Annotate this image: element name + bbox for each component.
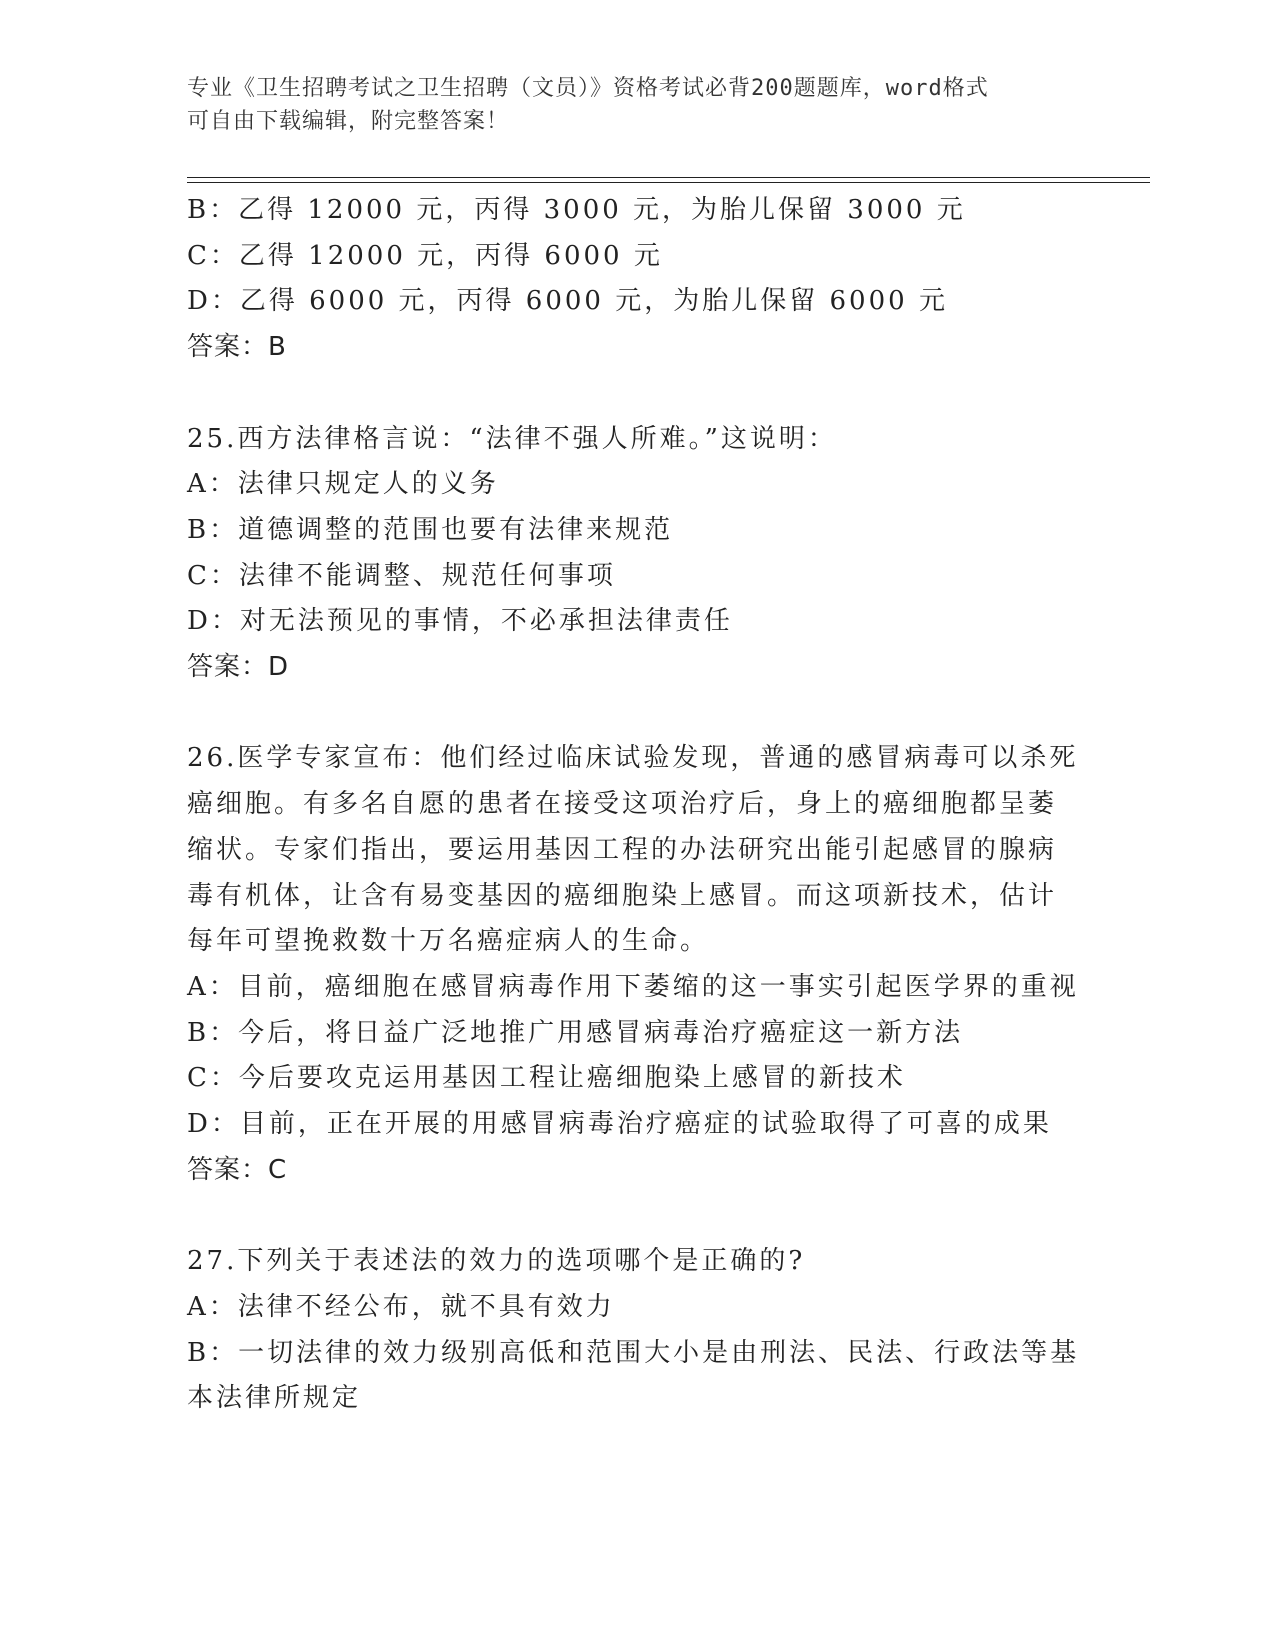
q24-option-c: C：乙得 12000 元，丙得 6000 元 <box>187 240 663 271</box>
q26-option-a: A：目前，癌细胞在感冒病毒作用下萎缩的这一事实引起医学界的重视 <box>187 971 1079 1002</box>
spacer <box>187 1193 1087 1239</box>
q26-option-b: B：今后，将日益广泛地推广用感冒病毒治疗癌症这一新方法 <box>187 1017 964 1048</box>
header-rule-bottom <box>187 182 1150 183</box>
q27-stem: 27.下列关于表述法的效力的选项哪个是正确的? <box>187 1246 806 1277</box>
q26-answer: 答案：C <box>187 1154 288 1185</box>
q26-stem-line: 缩状。专家们指出，要运用基因工程的办法研究出能引起感冒的腺病 <box>187 834 1058 865</box>
q24-answer: 答案：B <box>187 332 287 363</box>
q26-stem-line: 毒有机体，让含有易变基因的癌细胞染上感冒。而这项新技术，估计 <box>187 880 1058 911</box>
q27-option-b-line: 本法律所规定 <box>187 1383 362 1414</box>
q25-option-b: B：道德调整的范围也要有法律来规范 <box>187 514 674 545</box>
spacer <box>187 691 1087 737</box>
q26-stem-line: 每年可望挽救数十万名癌症病人的生命。 <box>187 926 710 957</box>
header-line-1: 专业《卫生招聘考试之卫生招聘（文员）》资格考试必背200题题库，word格式 <box>187 76 989 101</box>
q25-stem: 25.西方法律格言说：“法律不强人所难。”这说明： <box>187 423 837 454</box>
question-content <box>187 188 1087 1422</box>
q26-option-c: C：今后要攻克运用基因工程让癌细胞染上感冒的新技术 <box>187 1063 906 1094</box>
q25-option-c: C：法律不能调整、规范任何事项 <box>187 560 616 591</box>
header-rule-top <box>187 177 1150 178</box>
q26-stem-line: 癌细胞。有多名自愿的患者在接受这项治疗后，身上的癌细胞都呈萎 <box>187 789 1058 820</box>
q27-option-b-line: B：一切法律的效力级别高低和范围大小是由刑法、民法、行政法等基 <box>187 1337 1080 1368</box>
q24-option-b: B：乙得 12000 元，丙得 3000 元，为胎儿保留 3000 元 <box>187 195 966 225</box>
header-line-2: 可自由下载编辑，附完整答案！ <box>187 109 510 134</box>
q25-option-a: A：法律只规定人的义务 <box>187 469 499 500</box>
document-header <box>187 72 1067 138</box>
q27-option-a: A：法律不经公布，就不具有效力 <box>187 1291 615 1322</box>
q25-option-d: D：对无法预见的事情，不必承担法律责任 <box>187 606 733 637</box>
q25-answer: 答案：D <box>187 652 290 683</box>
q24-option-d: D：乙得 6000 元，丙得 6000 元，为胎儿保留 6000 元 <box>187 286 948 317</box>
q26-option-d: D：目前，正在开展的用感冒病毒治疗癌症的试验取得了可喜的成果 <box>187 1109 1052 1140</box>
q26-stem-line: 26.医学专家宣布：他们经过临床试验发现，普通的感冒病毒可以杀死 <box>187 743 1079 774</box>
spacer <box>187 371 1087 417</box>
